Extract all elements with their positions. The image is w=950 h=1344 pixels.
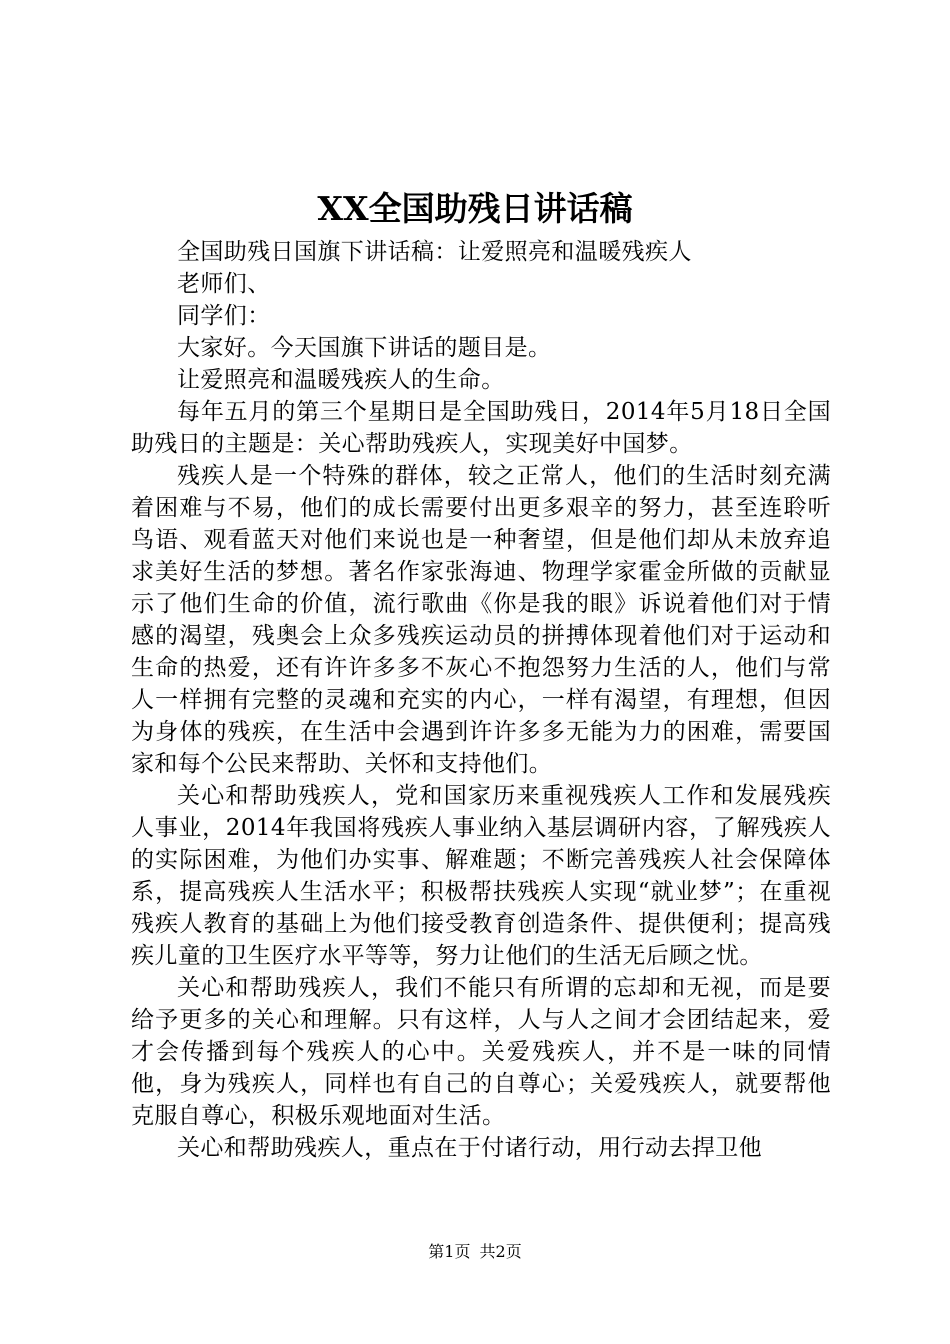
paragraph: 大家好。今天国旗下讲话的题目是。 (177, 335, 552, 361)
page-footer (0, 1240, 950, 1264)
paragraph: 全国助残日国旗下讲话稿：让爱照亮和温暖残疾人 (177, 239, 692, 265)
paragraph: 残疾人是一个特殊的群体，较之正常人，他们的生活时刻充满着困难与不易，他们的成长需要付出更多艰辛的努力，甚至连聆听鸟语、观看蓝天对他们来说也是一种奢望，但是他们却从未放弃追求美好生活的梦想。著名作家张海迪、物理学家霍金所做的贡献显示了他们生命的价值，流行歌曲《你是我的眼》诉说着他们对于情感的渴望，残奥会上众多残疾运动员的拼搏体现着他们对于运动和生命的热爱，还有许许多多不灰心不抱怨努力生活的人，他们与常人一样拥有完整的灵魂和充实的内心，一样有渴望，有理想，但因为身体的残疾，在生活中会遇到许许多多无能为力的困难，需要国家和每个公民来帮助、关怀和支持他们。 (131, 463, 831, 777)
paragraph: 同学们： (177, 303, 271, 329)
document-title: XX全国助残日讲话稿 (317, 189, 633, 228)
paragraph: 关心和帮助残疾人，重点在于付诸行动，用行动去捍卫他 (177, 1135, 762, 1161)
paragraph: 让爱照亮和温暖残疾人的生命。 (177, 367, 505, 393)
paragraph: 关心和帮助残疾人，我们不能只有所谓的忘却和无视，而是要给予更多的关心和理解。只有这样，人与人之间才会团结起来，爱才会传播到每个残疾人的心中。关爱残疾人，并不是一味的同情他，身为残疾人，同样也有自己的自尊心；关爱残疾人，就要帮他克服自尊心，积极乐观地面对生活。 (131, 975, 831, 1129)
paragraph: 关心和帮助残疾人，党和国家历来重视残疾人工作和发展残疾人事业，2014年我国将残疾人事业纳入基层调研内容，了解残疾人的实际困难，为他们办实事、解难题；不断完善残疾人社会保障体系，提高残疾人生活水平；积极帮扶残疾人实现“就业梦”；在重视残疾人教育的基础上为他们接受教育创造条件、提供便利；提高残疾儿童的卫生医疗水平等等，努力让他们的生活无后顾之忧。 (131, 783, 831, 969)
paragraph: 老师们、 (177, 271, 271, 297)
page-total: 共2页 (479, 1242, 522, 1261)
document-body (131, 236, 831, 1164)
paragraph: 每年五月的第三个星期日是全国助残日，2014年5月18日全国助残日的主题是：关心帮助残疾人，实现美好中国梦。 (131, 399, 831, 457)
page-number: 第1页 (428, 1242, 471, 1261)
